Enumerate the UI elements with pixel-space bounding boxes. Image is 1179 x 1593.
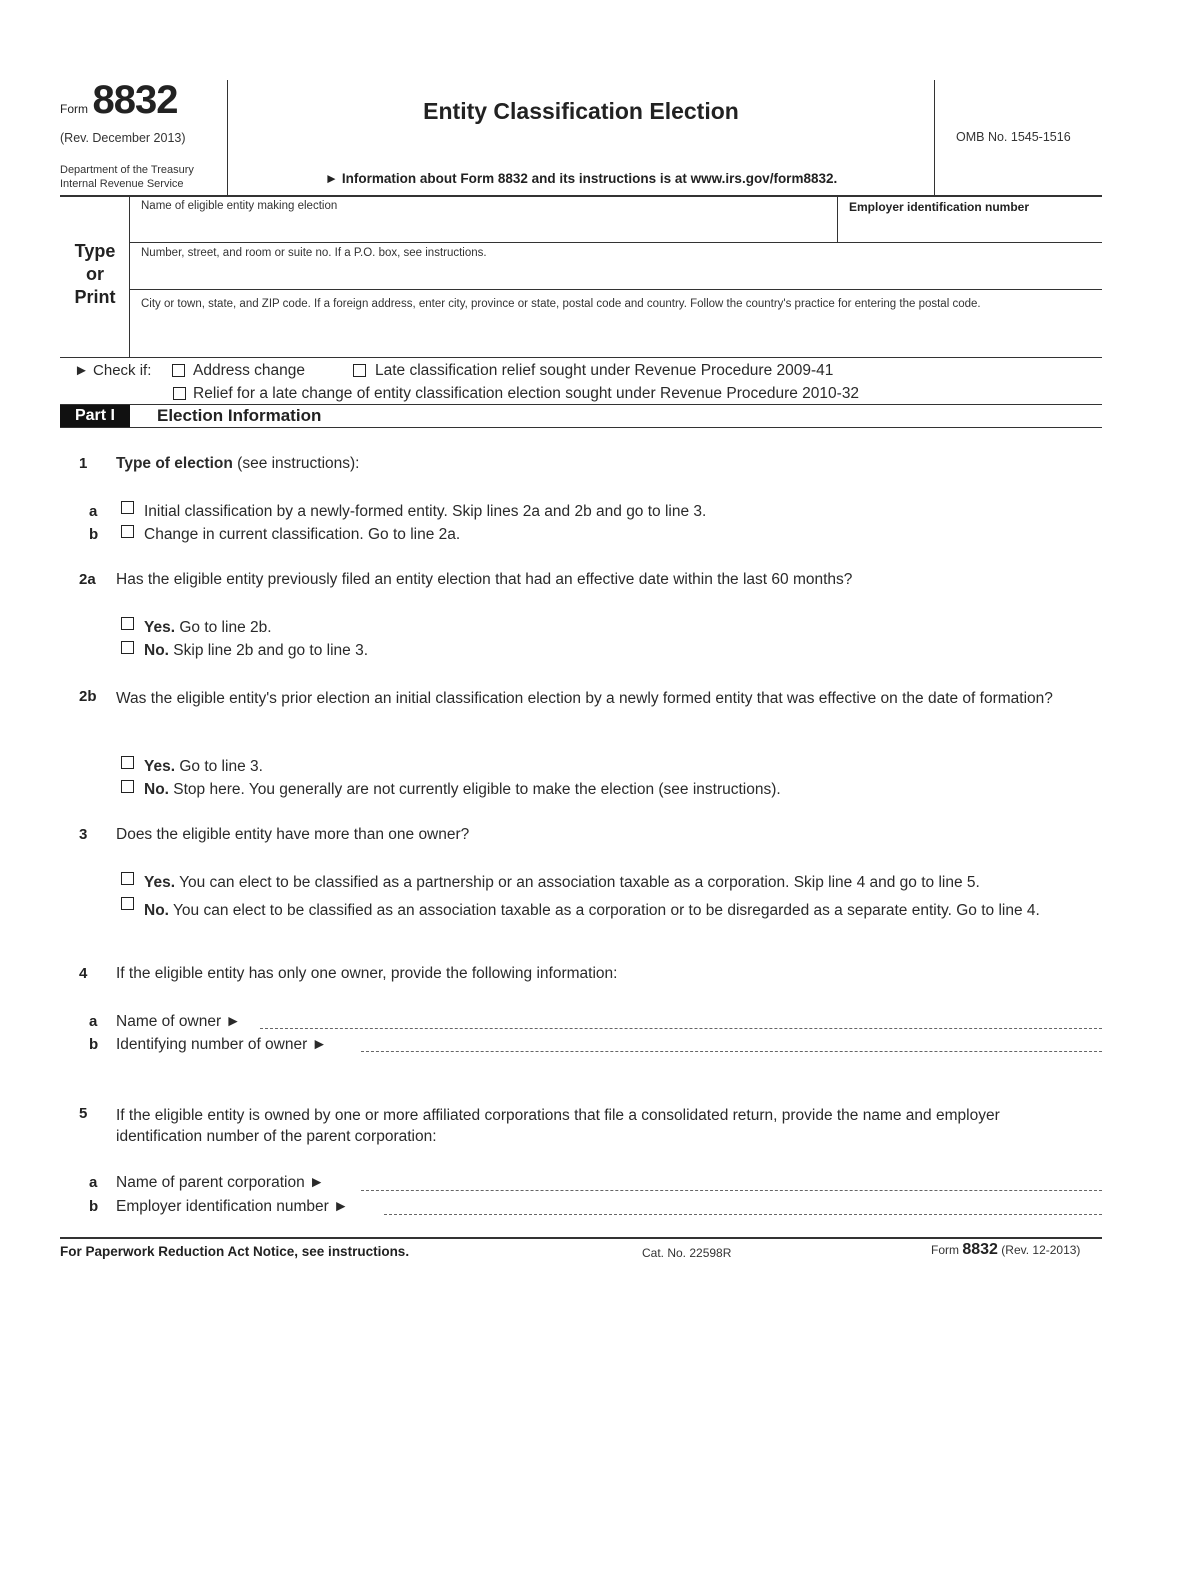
- line3-no-checkbox[interactable]: [121, 897, 134, 910]
- line1b-checkbox[interactable]: [121, 525, 134, 538]
- parent-name-field[interactable]: [361, 1190, 1102, 1191]
- part1-top-rule: [60, 404, 1102, 405]
- line4b-letter: b: [89, 1036, 99, 1053]
- late-change-relief-label: Relief for a late change of entity classification election sought under Revenue Procedure 2010-32: [193, 385, 860, 402]
- check-if-label: ► Check if:: [74, 362, 152, 379]
- line1a-checkbox[interactable]: [121, 501, 134, 514]
- form-word: Form: [60, 102, 88, 116]
- line2b-no-text: Stop here. You generally are not currently eligible to make the election (see instructions).: [173, 781, 781, 798]
- address-field[interactable]: [130, 262, 1102, 288]
- line3-yes-bold: Yes.: [144, 874, 176, 891]
- line3-no-bold: No.: [144, 902, 169, 919]
- line4b-label: Identifying number of owner ►: [116, 1036, 327, 1053]
- ein-label: Employer identification number: [849, 200, 1030, 214]
- line2a-question: Has the eligible entity previously filed an entity election that had an effective date within the last 60 months?: [116, 571, 853, 588]
- line1-number: 1: [79, 455, 88, 472]
- form-title: Entity Classification Election: [423, 98, 739, 124]
- line2a-yes: [144, 619, 272, 637]
- owner-name-field[interactable]: [260, 1028, 1102, 1029]
- line2b-no-checkbox[interactable]: [121, 780, 134, 793]
- line2b-yes: [144, 758, 263, 776]
- line2a-no-text: Skip line 2b and go to line 3.: [173, 642, 369, 659]
- footer-rule: [60, 1237, 1102, 1239]
- line2a-yes-checkbox[interactable]: [121, 617, 134, 630]
- city-label: City or town, state, and ZIP code. If a foreign address, enter city, province or state, postal code and country. Follow the country's practice for entering the postal code.: [141, 298, 981, 310]
- line2a-yes-text: Go to line 2b.: [179, 619, 272, 636]
- line4-number: 4: [79, 965, 88, 982]
- line3-yes-checkbox[interactable]: [121, 872, 134, 885]
- type-word: Type: [74, 241, 116, 261]
- address-change-label: Address change: [193, 362, 306, 379]
- line2b-question: Was the eligible entity's prior election an initial classification election by a newly formed entity that was effective on the date of formation?: [116, 690, 1053, 707]
- form-label: [60, 78, 177, 123]
- footer-form-number: 8832: [962, 1241, 998, 1258]
- print-word: Print: [74, 287, 116, 307]
- part1-bottom-rule: [60, 427, 1102, 428]
- owner-id-field[interactable]: [361, 1051, 1102, 1052]
- line4-question: If the eligible entity has only one owner, provide the following information:: [116, 965, 618, 982]
- line1a-letter: a: [89, 503, 98, 520]
- footer-form-rev: (Rev. 12-2013): [1001, 1243, 1081, 1257]
- omb-number: OMB No. 1545-1516: [956, 130, 1071, 144]
- address-change-checkbox[interactable]: [172, 364, 185, 377]
- city-field[interactable]: [130, 330, 1102, 356]
- line2b-no: [144, 781, 781, 799]
- paperwork-notice: For Paperwork Reduction Act Notice, see instructions.: [60, 1244, 410, 1259]
- line1b-text: Change in current classification. Go to line 2a.: [144, 526, 461, 543]
- line1-label: Type of election: [116, 455, 233, 472]
- line5-question: If the eligible entity is owned by one or more affiliated corporations that file a consolidated return, provide the name and employer identification number of the parent corporation:: [116, 1107, 1000, 1145]
- entity-row2-rule: [130, 289, 1102, 290]
- line1-note: (see instructions):: [237, 455, 360, 472]
- line4a-letter: a: [89, 1013, 98, 1030]
- type-or-print-label: [60, 240, 130, 309]
- ein-field[interactable]: [838, 215, 1102, 241]
- department-line1: Department of the Treasury: [60, 164, 194, 176]
- form-revision: (Rev. December 2013): [60, 131, 186, 145]
- line3-no: [144, 901, 1094, 920]
- entity-row1-rule: [130, 242, 1102, 243]
- line5b-label: Employer identification number ►: [116, 1198, 349, 1215]
- late-relief-label: Late classification relief sought under Revenue Procedure 2009-41: [375, 362, 834, 379]
- line2b-yes-checkbox[interactable]: [121, 756, 134, 769]
- line2a-no-bold: No.: [144, 642, 169, 659]
- line2b-yes-bold: Yes.: [144, 758, 176, 775]
- info-line: ► Information about Form 8832 and its instructions is at www.irs.gov/form8832.: [324, 171, 838, 186]
- footer-form-id: [931, 1241, 1080, 1259]
- line2a-no-checkbox[interactable]: [121, 641, 134, 654]
- line1-question: [116, 455, 359, 473]
- late-change-relief-checkbox[interactable]: [173, 387, 186, 400]
- entity-name-label: Name of eligible entity making election: [141, 200, 338, 212]
- line2b-number: 2b: [79, 688, 97, 705]
- entity-name-field[interactable]: [130, 213, 837, 241]
- line3-question: Does the eligible entity have more than one owner?: [116, 826, 470, 843]
- line2a-number: 2a: [79, 571, 96, 588]
- line3-yes: [144, 874, 1102, 892]
- line3-number: 3: [79, 826, 88, 843]
- footer-form-word: Form: [931, 1243, 959, 1257]
- line2b-no-bold: No.: [144, 781, 169, 798]
- department-line2: Internal Revenue Service: [60, 178, 184, 190]
- line5-number: 5: [79, 1105, 88, 1122]
- part1-tag: Part I: [60, 405, 130, 427]
- line2a-yes-bold: Yes.: [144, 619, 176, 636]
- part1-title: Election Information: [157, 406, 322, 425]
- line2b-yes-text: Go to line 3.: [179, 758, 263, 775]
- line3-yes-text: You can elect to be classified as a partnership or an association taxable as a corporation. Skip line 4 and go to line 5.: [179, 874, 980, 891]
- department-label: [60, 163, 194, 191]
- entity-box-bottom-rule: [60, 357, 1102, 358]
- header-bottom-rule: [60, 195, 1102, 197]
- line1a-text: Initial classification by a newly-formed entity. Skip lines 2a and 2b and go to line 3.: [144, 503, 707, 520]
- address-label: Number, street, and room or suite no. If a P.O. box, see instructions.: [141, 247, 487, 259]
- header-divider-right: [934, 80, 935, 195]
- late-relief-checkbox[interactable]: [353, 364, 366, 377]
- line4a-label: Name of owner ►: [116, 1013, 241, 1030]
- parent-ein-field[interactable]: [384, 1214, 1102, 1215]
- line5a-letter: a: [89, 1174, 98, 1191]
- line5a-label: Name of parent corporation ►: [116, 1174, 325, 1191]
- line3-no-text: You can elect to be classified as an association taxable as a corporation or to be disregarded as a separate entity. Go to line 4.: [173, 902, 1040, 919]
- line5b-letter: b: [89, 1198, 99, 1215]
- line2a-no: [144, 642, 368, 660]
- form-number: 8832: [92, 78, 178, 122]
- or-word: or: [86, 264, 104, 284]
- line1b-letter: b: [89, 526, 99, 543]
- catalog-number: Cat. No. 22598R: [642, 1246, 732, 1260]
